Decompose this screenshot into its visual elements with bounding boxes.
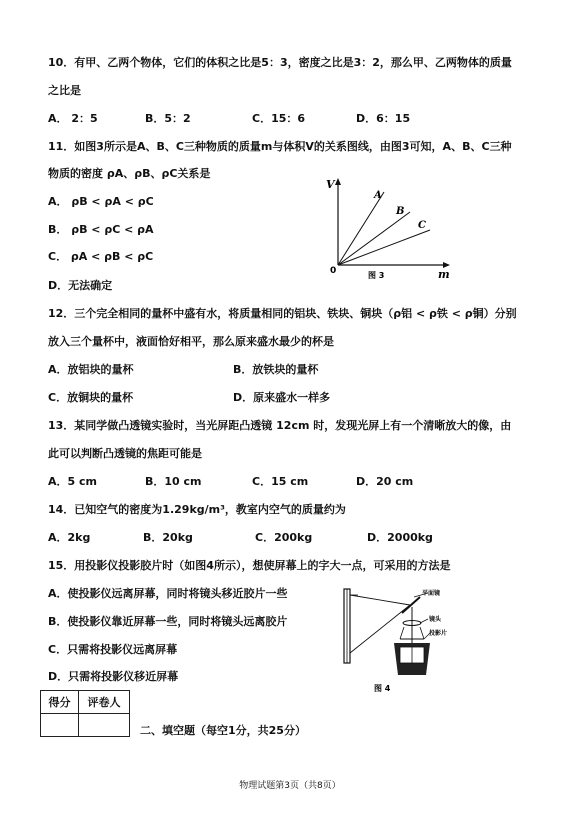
q11-option-b: B． ρB < ρC < ρA bbox=[48, 223, 154, 236]
q10-stem-line2: 之比是 bbox=[48, 84, 81, 97]
q15-option-d: D．只需将投影仪移近屏幕 bbox=[48, 670, 179, 683]
q14-option-a: A．2kg bbox=[48, 531, 91, 544]
q10-option-d: D．6：15 bbox=[356, 112, 411, 125]
q15-option-c: C．只需将投影仪远离屏幕 bbox=[48, 643, 178, 656]
grader-header: 评卷人 bbox=[79, 691, 130, 714]
q13-stem-line2: 此可以判断凸透镜的焦距可能是 bbox=[48, 447, 202, 460]
x-axis-label: m bbox=[438, 268, 450, 280]
label-slide: 投影片 bbox=[429, 630, 448, 637]
q12-option-c: C．放铜块的量杯 bbox=[48, 391, 134, 404]
q13-option-d: D．20 cm bbox=[356, 475, 414, 488]
line-b-label: B bbox=[396, 206, 405, 217]
q10-option-c: C．15：6 bbox=[252, 112, 306, 125]
score-cell[interactable] bbox=[41, 714, 79, 737]
page-footer: 物理试题第3页（共8页） bbox=[239, 781, 341, 791]
q13-option-b: B．10 cm bbox=[145, 475, 202, 488]
q10-stem-line1: 10．有甲、乙两个物体，它们的体积之比是5：3，密度之比是3：2，那么甲、乙两物体的质量 bbox=[48, 56, 512, 69]
q11-stem-line1: 11．如图3所示是A、B、C三种物质的质量m与体积V的关系图线，由图3可知，A、B、C三种 bbox=[48, 140, 512, 153]
q13-option-a: A．5 cm bbox=[48, 475, 97, 488]
q10-option-b: B．5：2 bbox=[145, 112, 191, 125]
line-a-label: A bbox=[374, 190, 382, 201]
figure-3-graph bbox=[318, 170, 458, 280]
q11-option-c: C． ρA < ρB < ρC bbox=[48, 250, 154, 263]
line-b bbox=[338, 212, 410, 265]
origin-label: 0 bbox=[330, 266, 337, 276]
figure-4-projector bbox=[338, 583, 448, 693]
y-axis-arrow bbox=[335, 178, 341, 185]
q15-option-b: B．使投影仪靠近屏幕一些，同时将镜头远离胶片 bbox=[48, 615, 288, 628]
section-2-heading: 二、填空题（每空1分，共25分） bbox=[140, 724, 306, 737]
y-axis-label: V bbox=[326, 178, 335, 191]
q11-option-a: A． ρB < ρA < ρC bbox=[48, 195, 154, 208]
line-c bbox=[338, 230, 430, 265]
q14-option-d: D．2000kg bbox=[367, 531, 433, 544]
label-plane-mirror: 平面镜 bbox=[422, 590, 441, 597]
q12-option-d: D．原来盛水一样多 bbox=[233, 391, 331, 404]
q11-option-d: D．无法确定 bbox=[48, 279, 113, 292]
label-lens: 镜头 bbox=[429, 616, 442, 623]
figure-4-caption: 图 4 bbox=[374, 684, 391, 693]
q12-option-a: A．放铝块的量杯 bbox=[48, 363, 134, 376]
figure-3-caption: 图 3 bbox=[368, 271, 385, 280]
q12-stem-line2: 放入三个量杯中，液面恰好相平，那么原来盛水最少的杯是 bbox=[48, 335, 334, 348]
q12-stem-line1: 12．三个完全相同的量杯中盛有水，将质量相同的铝块、铁块、铜块（ρ铝 < ρ铁 < ρ铜）分别 bbox=[48, 307, 517, 320]
q11-stem-line2: 物质的密度 ρA、ρB、ρC关系是 bbox=[48, 167, 211, 180]
q14-stem-line1: 14．已知空气的密度为1.29kg/m³，教室内空气的质量约为 bbox=[48, 503, 346, 516]
q15-stem-line1: 15．用投影仪投影胶片时（如图4所示），想使屏幕上的字大一点，可采用的方法是 bbox=[48, 559, 451, 572]
q14-option-c: C．200kg bbox=[255, 531, 313, 544]
q14-option-b: B．20kg bbox=[143, 531, 193, 544]
line-c-label: C bbox=[418, 220, 426, 231]
q10-option-a: A． 2：5 bbox=[48, 112, 98, 125]
plane-mirror bbox=[402, 597, 420, 613]
score-header: 得分 bbox=[41, 691, 79, 714]
q13-stem-line1: 13．某同学做凸透镜实验时，当光屏距凸透镜 12cm 时，发现光屏上有一个清晰放大的像，由 bbox=[48, 419, 512, 432]
grader-cell[interactable] bbox=[79, 714, 130, 737]
score-table bbox=[40, 690, 130, 737]
q15-option-a: A．使投影仪远离屏幕，同时将镜头移近胶片一些 bbox=[48, 587, 288, 600]
ray-upper bbox=[350, 595, 410, 605]
q12-option-b: B．放铁块的量杯 bbox=[233, 363, 319, 376]
q13-option-c: C．15 cm bbox=[252, 475, 309, 488]
line-a bbox=[338, 192, 384, 265]
